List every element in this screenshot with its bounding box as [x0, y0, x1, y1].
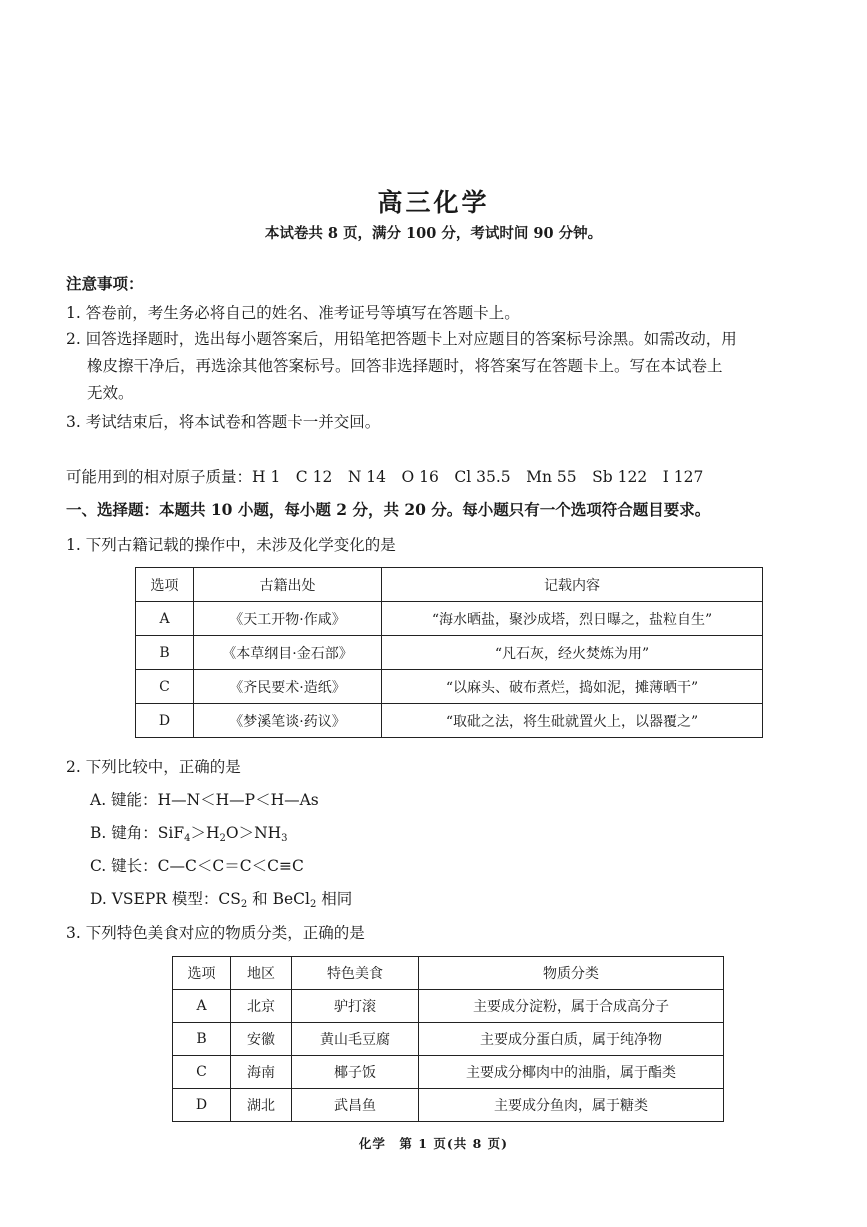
question-2-option-a — [90, 788, 319, 812]
option-text: C—C＜C＝C＜C≡C — [157, 857, 304, 875]
table-header: 物质分类 — [419, 957, 724, 990]
formula-text: ＞H — [190, 824, 220, 842]
notice-item-1: 1. 答卷前，考生务必将自己的姓名、准考证号等填写在答题卡上。 — [66, 304, 520, 322]
table-header: 地区 — [231, 957, 292, 990]
option-label: A. 键能： — [90, 791, 158, 809]
section-heading: 一、选择题：本题共 10 小题，每小题 2 分，共 20 分。每小题只有一个选项符合题目要求。 — [66, 500, 711, 519]
table-cell: “海水晒盐，聚沙成塔，烈日曝之，盐粒自生” — [382, 602, 763, 636]
question-2-option-d — [90, 887, 352, 917]
table-cell: A — [136, 602, 194, 636]
page-title: 高三化学 — [377, 188, 490, 217]
table-cell: 《天工开物·作咸》 — [194, 602, 382, 636]
notice-item-2: 2. 回答选择题时，选出每小题答案后，用铅笔把答题卡上对应题目的答案标号涂黑。如需改动，用 — [66, 330, 737, 348]
table-cell: 海南 — [231, 1056, 292, 1089]
table-cell: 黄山毛豆腐 — [292, 1023, 419, 1056]
question-2-option-b — [90, 821, 288, 851]
table-row — [136, 704, 763, 738]
table-cell: 主要成分淀粉，属于合成高分子 — [419, 990, 724, 1023]
formula-text: O＞NH — [225, 824, 282, 842]
table-cell: 武昌鱼 — [292, 1089, 419, 1122]
option-label: C. 键长： — [90, 857, 158, 875]
table-cell: “取砒之法，将生砒就置火上，以器覆之” — [382, 704, 763, 738]
option-text: H—N＜H—P＜H—As — [157, 791, 319, 809]
notice-item-2-end: 无效。 — [87, 384, 134, 402]
table-cell: “凡石灰，经火焚炼为用” — [382, 636, 763, 670]
formula-subscript: 2 — [309, 899, 317, 910]
notice-heading: 注意事项： — [66, 274, 144, 293]
table-cell: 北京 — [231, 990, 292, 1023]
notice-item-2-cont: 橡皮擦干净后，再选涂其他答案标号。回答非选择题时，将答案写在答题卡上。写在本试卷上 — [87, 357, 723, 375]
table-cell: D — [173, 1089, 231, 1122]
option-label: D. VSEPR 模型： — [90, 890, 219, 908]
formula-subscript: 2 — [240, 899, 248, 910]
table-row — [136, 636, 763, 670]
table-row — [136, 670, 763, 704]
formula-text: 和 BeCl — [247, 890, 310, 908]
table-cell: 椰子饭 — [292, 1056, 419, 1089]
option-text: 相同 — [316, 890, 353, 908]
table-cell: 《齐民要术·造纸》 — [194, 670, 382, 704]
table-row — [173, 990, 724, 1023]
formula-subscript: 4 — [184, 833, 191, 844]
table-cell: 驴打滚 — [292, 990, 419, 1023]
table-row — [136, 602, 763, 636]
table-cell: 主要成分椰肉中的油脂，属于酯类 — [419, 1056, 724, 1089]
question-2-option-c — [90, 854, 304, 878]
option-label: B. 键角： — [90, 824, 158, 842]
table-header: 选项 — [136, 568, 194, 602]
formula-text: SiF — [157, 824, 185, 842]
question-3-table — [172, 956, 724, 1122]
question-1-stem: 1. 下列古籍记载的操作中，未涉及化学变化的是 — [66, 536, 396, 554]
table-header: 选项 — [173, 957, 231, 990]
table-cell: C — [136, 670, 194, 704]
question-3-stem: 3. 下列特色美食对应的物质分类，正确的是 — [66, 924, 365, 942]
table-cell: 主要成分鱼肉，属于糖类 — [419, 1089, 724, 1122]
page-subtitle: 本试卷共 8 页，满分 100 分，考试时间 90 分钟。 — [264, 225, 603, 242]
page-footer: 化学 第 1 页(共 8 页) — [358, 1136, 509, 1151]
notice-item-3: 3. 考试结束后，将本试卷和答题卡一并交回。 — [66, 413, 381, 431]
table-cell: 安徽 — [231, 1023, 292, 1056]
table-header-row — [173, 957, 724, 990]
atomic-masses: 可能用到的相对原子质量：H 1 C 12 N 14 O 16 Cl 35.5 Mn 55 Sb 122 I 127 — [66, 468, 704, 486]
table-cell: 主要成分蛋白质，属于纯净物 — [419, 1023, 724, 1056]
formula-subscript: 2 — [219, 833, 226, 844]
table-row — [173, 1089, 724, 1122]
table-cell: D — [136, 704, 194, 738]
table-header: 古籍出处 — [194, 568, 382, 602]
question-2-stem: 2. 下列比较中，正确的是 — [66, 758, 241, 776]
table-cell: “以麻头、破布煮烂，捣如泥，摊薄晒干” — [382, 670, 763, 704]
table-cell: B — [136, 636, 194, 670]
question-1-table — [135, 567, 763, 738]
table-cell: 《本草纲目·金石部》 — [194, 636, 382, 670]
formula-text: CS — [218, 890, 241, 908]
table-cell: C — [173, 1056, 231, 1089]
table-row — [173, 1056, 724, 1089]
table-row — [173, 1023, 724, 1056]
table-header: 特色美食 — [292, 957, 419, 990]
table-cell: B — [173, 1023, 231, 1056]
table-cell: 《梦溪笔谈·药议》 — [194, 704, 382, 738]
table-header: 记载内容 — [382, 568, 763, 602]
table-header-row — [136, 568, 763, 602]
table-cell: A — [173, 990, 231, 1023]
table-cell: 湖北 — [231, 1089, 292, 1122]
formula-subscript: 3 — [281, 833, 288, 844]
